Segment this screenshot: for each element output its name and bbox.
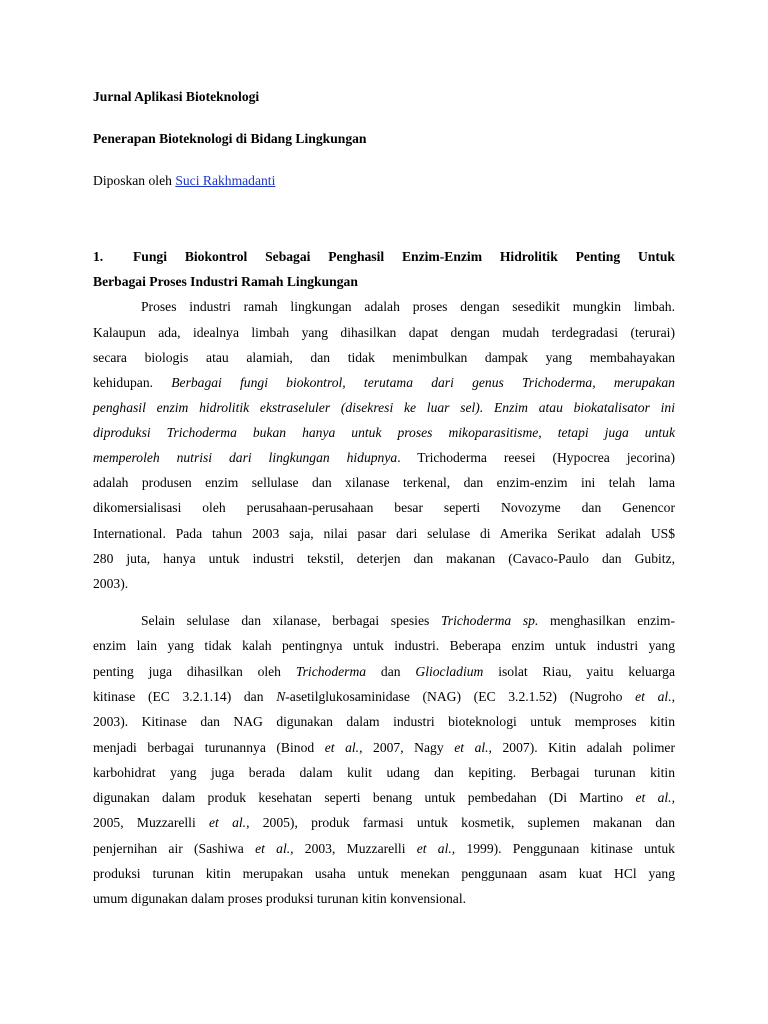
italic-run: memperoleh nutrisi dari lingkungan hidupnya <box>93 450 398 465</box>
paragraph2-line5: 2003). Kitinase dan NAG digunakan dalam industri bioteknologi untuk memproses kitin <box>93 714 675 729</box>
italic-run: penghasil enzim hidrolitik ekstraseluler (disekresi ke luar sel). Enzim atau biokatalisator ini <box>93 400 675 415</box>
paragraph1-line11: 280 juta, hanya untuk industri tekstil, deterjen dan makanan (Cavaco-Paulo dan Gubitz, <box>93 551 675 566</box>
text-run: 1999). Penggunaan kitinase untuk <box>455 841 675 856</box>
italic-run: Berbagai fungi biokontrol, terutama dari genus Trichoderma, merupakan <box>171 375 675 390</box>
paragraph2-line10 <box>93 841 675 857</box>
text-run: 2003, Muzzarelli <box>293 841 417 856</box>
text-run: menjadi berbagai turunannya (Binod <box>93 740 325 755</box>
paragraph1-line4 <box>93 375 675 391</box>
posted-by-label: Diposkan oleh <box>93 173 176 188</box>
author-link[interactable]: Suci Rakhmadanti <box>175 173 276 188</box>
text-run: isolat Riau, yaitu keluarga <box>483 664 675 679</box>
text-run: penting juga dihasilkan oleh <box>93 664 296 679</box>
article-title: Penerapan Bioteknologi di Bidang Lingkungan <box>93 131 367 146</box>
paragraph1-line2: Kalaupun ada, idealnya limbah yang dihasilkan dapat dengan mudah terdegradasi (terurai) <box>93 325 675 340</box>
paragraph1-line8: adalah produsen enzim sellulase dan xilanase terkenal, dan enzim-enzim ini telah lama <box>93 475 675 490</box>
paragraph2-line12: umum digunakan dalam proses produksi turunan kitin konvensional. <box>93 891 467 906</box>
paragraph2-line8 <box>93 790 675 806</box>
text-run: penjernihan air (Sashiwa <box>93 841 256 856</box>
italic-run: et al., <box>454 740 492 755</box>
italic-run: Gliocladium <box>415 664 484 679</box>
text-run: dan <box>366 664 416 679</box>
paragraph1-line12: 2003). <box>93 576 129 591</box>
italic-run: Trichoderma sp. <box>440 613 539 628</box>
text-run: -asetilglukosaminidase (NAG) (EC 3.2.1.52) (Nugroho <box>285 689 636 704</box>
text-run: 2007). Kitin adalah polimer <box>491 740 675 755</box>
section-heading-line2: Berbagai Proses Industri Ramah Lingkungan <box>93 274 358 289</box>
paragraph2-line11: produksi turunan kitin merupakan usaha untuk menekan penggunaan asam kuat HCl yang <box>93 866 675 881</box>
text-run: 2007, Nagy <box>362 740 455 755</box>
paragraph2-line9 <box>93 815 675 831</box>
italic-run: et al., <box>635 689 675 704</box>
paragraph2-line4 <box>93 689 675 705</box>
paragraph2-line3 <box>93 664 675 680</box>
italic-run: et al., <box>255 841 294 856</box>
text-run: 2005, Muzzarelli <box>93 815 209 830</box>
paragraph2-line7: karbohidrat yang juga berada dalam kulit udang dan kepiting. Berbagai turunan kitin <box>93 765 675 780</box>
text-run: Selain selulase dan xilanase, berbagai spesies <box>141 613 441 628</box>
paragraph2-line6 <box>93 740 675 756</box>
section-heading-line1: Fungi Biokontrol Sebagai Penghasil Enzim-Enzim Hidrolitik Penting Untuk <box>133 249 675 264</box>
journal-title: Jurnal Aplikasi Bioteknologi <box>93 89 260 104</box>
paragraph1-line6 <box>93 425 675 441</box>
italic-run: et al., <box>416 841 456 856</box>
paragraph1-line5 <box>93 400 675 416</box>
italic-run: Trichoderma <box>295 664 367 679</box>
paragraph2-line1 <box>141 613 675 629</box>
text-run: menghasilkan enzim- <box>538 613 675 628</box>
section-number: 1. <box>93 249 104 264</box>
italic-run: N <box>276 689 286 704</box>
paragraph1-line1: Proses industri ramah lingkungan adalah proses dengan sesedikit mungkin limbah. <box>141 299 675 314</box>
text-run: , 2005), produk farmasi untuk kosmetik, suplemen makanan dan <box>246 815 675 830</box>
text-run: kitinase (EC 3.2.1.14) dan <box>93 689 277 704</box>
italic-run: diproduksi Trichoderma bukan hanya untuk proses mikoparasitisme, tetapi juga untuk <box>93 425 675 440</box>
italic-run: et al. <box>209 815 247 830</box>
italic-run: et al., <box>635 790 675 805</box>
paragraph2-line2: enzim lain yang tidak kalah pentingnya untuk industri. Beberapa enzim untuk industri yang <box>93 638 675 653</box>
italic-run: et al., <box>324 740 363 755</box>
paragraph1-line9: dikomersialisasi oleh perusahaan-perusahaan besar seperti Novozyme dan Genencor <box>93 500 675 515</box>
posted-by-line <box>93 173 275 189</box>
text-run: . Trichoderma reesei (Hypocrea jecorina) <box>397 450 675 465</box>
paragraph1-line7 <box>93 450 675 466</box>
text-run: kehidupan. <box>93 375 172 390</box>
paragraph1-line3: secara biologis atau alamiah, dan tidak menimbulkan dampak yang membahayakan <box>93 350 675 365</box>
text-run: digunakan dalam produk kesehatan seperti benang untuk pembedahan (Di Martino <box>93 790 636 805</box>
paragraph1-line10: International. Pada tahun 2003 saja, nilai pasar dari selulase di Amerika Serikat adalah US$ <box>93 526 675 541</box>
